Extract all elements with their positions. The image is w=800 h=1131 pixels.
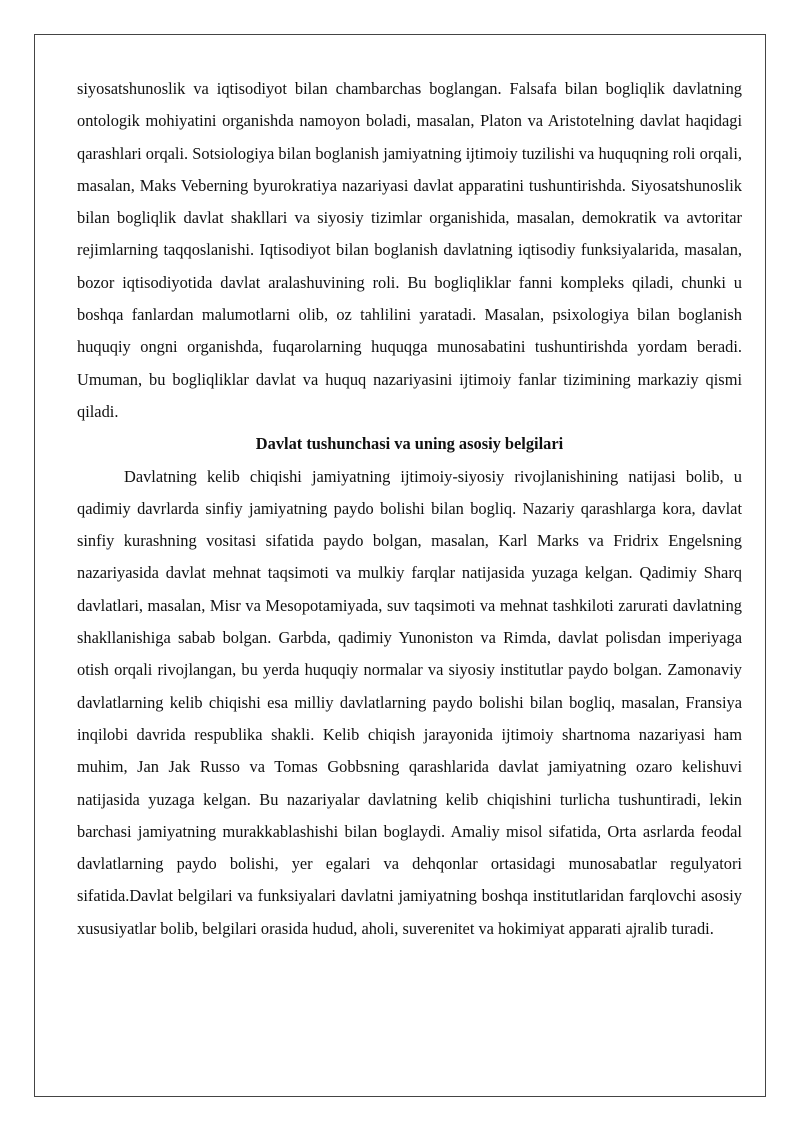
section-heading: Davlat tushunchasi va uning asosiy belgilari [255,434,564,454]
body-paragraph: Davlatning kelib chiqishi jamiyatning ijtimoiy-siyosiy rivojlanishining natijasi bolib, u qadimiy davrlarda sinfiy jamiyatning paydo bolishi bilan bogliq. Nazariy qarashlarga kora, davlat sinfiy kurashning vositasi sifatida paydo bolgan, masalan, Karl Marks va Fridrix Engelsning nazariyasida davlat mehnat taqsimoti va mulkiy farqlar natijasida yuzaga kelgan. Qadimiy Sharq davlatlari, masalan, Misr va Mesopotamiyada, suv taqsimoti va mehnat tashkiloti zarurati davlatning shakllanishiga sabab bolgan. Garbda, qadimiy Yunoniston va Rimda, davlat polisdan imperiyaga otish orqali rivojlangan, bu yerda huquqiy normalar va siyosiy institutlar paydo bolgan. Zamonaviy davlatlarning kelib chiqishi esa milliy davlatlarning paydo bolishi bilan bogliq, masalan, Fransiya inqilobi davrida respublika shakli. Kelib chiqish jarayonida ijtimoiy shartnoma nazariyasi ham muhim, Jan Jak Russo va Tomas Gobbsning qarashlarida davlat jamiyatning ozaro kelishuvi natijasida yuzaga kelgan. Bu nazariyalar davlatning kelib chiqishini turlicha tushuntiradi, lekin barchasi jamiyatning murakkablashishi bilan boglaydi. Amaliy misol sifatida, Orta asrlarda feodal davlatlarning paydo bolishi, yer egalari va dehqonlar ortasidagi munosabatlar regulyatori sifatida.Davlat belgilari va funksiyalari davlatni jamiyatning boshqa institutlaridan farqlovchi asosiy xususiyatlar bolib, belgilari orasida hudud, aholi, suverenitet va hokimiyat apparati ajralib turadi. [77,466,742,938]
document-body [77,73,742,945]
body-paragraph: siyosatshunoslik va iqtisodiyot bilan chambarchas boglangan. Falsafa bilan bogliqlik davlatning ontologik mohiyatini organishda namoyon boladi, masalan, Platon va Aristotelning davlat haqidagi qarashlari orqali. Sotsiologiya bilan boglanish jamiyatning ijtimoiy tuzilishi va huquqning roli orqali, masalan, Maks Veberning byurokratiya nazariyasi davlat apparatini tushuntirishda. Siyosatshunoslik bilan bogliqlik davlat shakllari va siyosiy tizimlar organishida, masalan, demokratik va avtoritar rejimlarning taqqoslanishi. Iqtisodiyot bilan boglanish davlatning iqtisodiy funksiyalarida, masalan, bozor iqtisodiyotida davlat aralashuvining roli. Bu bogliqliklar fanni kompleks qiladi, chunki u boshqa fanlardan malumotlarni olib, oz tahlilini yaratadi. Masalan, psixologiya bilan boglanish huquqiy ongni organishda, fuqarolarning huquqga munosabatini tushuntirishda yordam beradi. Umuman, bu bogliqliklar davlat va huquq nazariyasini ijtimoiy fanlar tizimining markaziy qismi qiladi. [77,79,742,421]
